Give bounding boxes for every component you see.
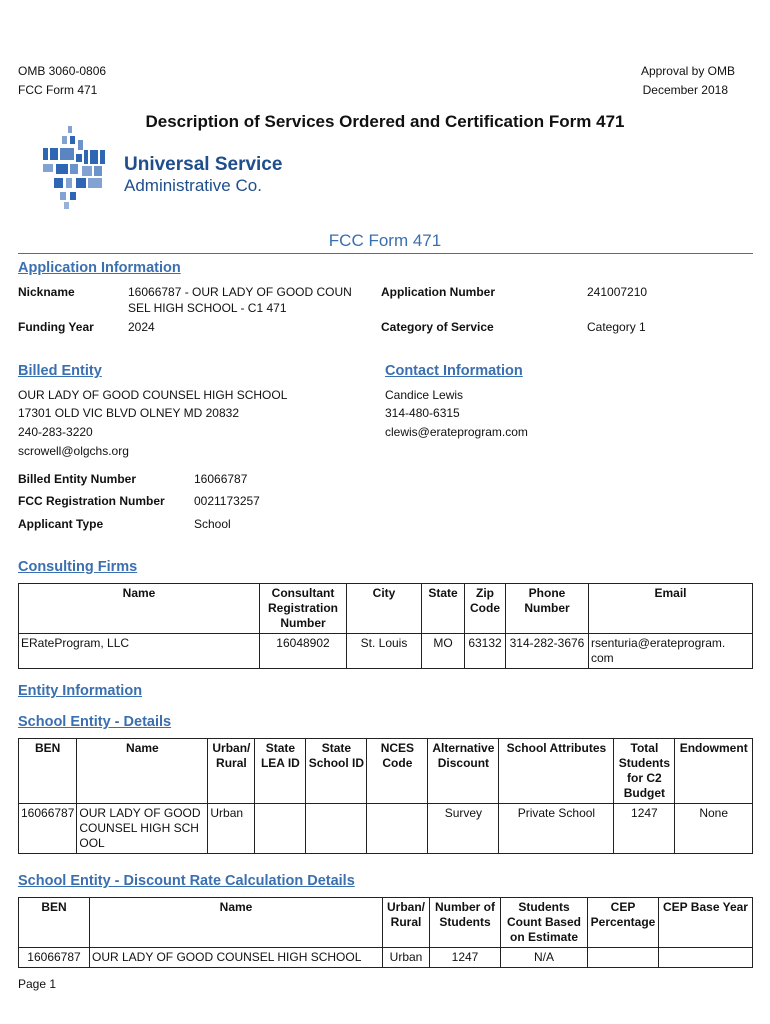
contact-heading: Contact Information <box>385 363 523 379</box>
entity-info-heading: Entity Information <box>18 683 143 699</box>
col-school-id: State School ID <box>306 739 367 804</box>
school-total: 1247 <box>614 804 675 854</box>
col-email: Email <box>589 584 753 634</box>
col-state: State <box>422 584 465 634</box>
col-lea: State LEA ID <box>255 739 306 804</box>
usac-logo-icon <box>40 124 120 214</box>
consultant-email <box>589 634 753 669</box>
col-students: Number of Students <box>430 898 501 948</box>
app-number: 241007210 <box>587 285 648 299</box>
discount-table <box>18 897 753 968</box>
col-urban: Urban/ Rural <box>383 898 430 948</box>
discount-cep <box>588 948 659 968</box>
school-urban: Urban <box>208 804 255 854</box>
usac-logo <box>40 124 290 214</box>
school-details-table <box>18 738 753 854</box>
discount-heading: School Entity - Discount Rate Calculation Details <box>18 873 355 889</box>
discount-ben: 16066787 <box>19 948 90 968</box>
school-id <box>306 804 367 854</box>
table-header-row <box>19 898 753 948</box>
col-endowment: Endowment <box>675 739 753 804</box>
nickname-label: Nickname <box>18 285 75 299</box>
page-number: Page 1 <box>18 977 57 991</box>
form-title: FCC Form 471 <box>328 231 442 250</box>
billed-entity-name: OUR LADY OF GOOD COUNSEL HIGH SCHOOL <box>18 388 288 402</box>
col-ben: BEN <box>19 898 90 948</box>
discount-cep-year <box>659 948 753 968</box>
approval-label: Approval by OMB <box>640 64 735 78</box>
table-row <box>19 948 753 968</box>
col-total: Total Students for C2 Budget <box>614 739 675 804</box>
table-header-row <box>19 739 753 804</box>
col-city: City <box>347 584 422 634</box>
app-number-label: Application Number <box>381 285 496 299</box>
omb-number: OMB 3060-0806 <box>18 64 107 78</box>
category-label: Category of Service <box>381 320 494 334</box>
billed-entity-phone: 240-283-3220 <box>18 425 93 439</box>
school-endowment: None <box>675 804 753 854</box>
billed-entity-address: 17301 OLD VIC BLVD OLNEY MD 20832 <box>18 406 240 420</box>
col-urban: Urban/ Rural <box>208 739 255 804</box>
applicant-type-value: School <box>194 517 231 531</box>
consulting-table <box>18 583 753 669</box>
consultant-city: St. Louis <box>347 634 422 669</box>
col-phone: Phone Number <box>506 584 589 634</box>
table-header-row <box>19 584 753 634</box>
table-row <box>19 634 753 669</box>
school-name: OUR LADY OF GOOD COUNSEL HIGH SCHOOL <box>77 804 208 854</box>
consultant-crn: 16048902 <box>260 634 347 669</box>
col-cep: CEP Percentage <box>588 898 659 948</box>
col-crn: Consultant Registration Number <box>260 584 347 634</box>
approval-date: December 2018 <box>642 83 728 97</box>
contact-name: Candice Lewis <box>385 388 464 402</box>
consultant-email-line1: rsenturia@erateprogram. <box>591 636 726 650</box>
col-name: Name <box>90 898 383 948</box>
ben-value: 16066787 <box>194 472 248 486</box>
contact-email: clewis@erateprogram.com <box>385 425 528 439</box>
funding-year: 2024 <box>128 320 155 334</box>
title-divider <box>18 253 753 254</box>
school-details-heading: School Entity - Details <box>18 714 172 730</box>
nickname-line2: SEL HIGH SCHOOL - C1 471 <box>128 301 287 315</box>
contact-phone: 314-480-6315 <box>385 406 460 420</box>
consultant-name: ERateProgram, LLC <box>19 634 260 669</box>
discount-estimate: N/A <box>501 948 588 968</box>
applicant-type-label: Applicant Type <box>18 517 104 531</box>
consultant-phone: 314-282-3676 <box>506 634 589 669</box>
col-name: Name <box>19 584 260 634</box>
consulting-heading: Consulting Firms <box>18 559 138 575</box>
table-row <box>19 804 753 854</box>
discount-urban: Urban <box>383 948 430 968</box>
form-name: FCC Form 471 <box>18 83 98 97</box>
school-ben: 16066787 <box>19 804 77 854</box>
discount-name: OUR LADY OF GOOD COUNSEL HIGH SCHOOL <box>90 948 383 968</box>
consultant-zip: 63132 <box>465 634 506 669</box>
col-attributes: School Attributes <box>499 739 614 804</box>
school-nces <box>367 804 428 854</box>
fcc-reg-label: FCC Registration Number <box>18 494 165 508</box>
col-zip: Zip Code <box>465 584 506 634</box>
discount-students: 1247 <box>430 948 501 968</box>
col-cep-year: CEP Base Year <box>659 898 753 948</box>
category-value: Category 1 <box>587 320 646 334</box>
school-attributes: Private School <box>499 804 614 854</box>
funding-year-label: Funding Year <box>18 320 94 334</box>
consultant-email-line2: com <box>591 651 614 665</box>
school-alt-discount: Survey <box>428 804 499 854</box>
school-lea <box>255 804 306 854</box>
col-estimate: Students Count Based on Estimate <box>501 898 588 948</box>
col-nces: NCES Code <box>367 739 428 804</box>
col-alt-discount: Alternative Discount <box>428 739 499 804</box>
logo-line1: Universal Service <box>124 154 283 175</box>
billed-entity-heading: Billed Entity <box>18 363 102 379</box>
logo-line2: Administrative Co. <box>124 176 262 195</box>
nickname-line1: 16066787 - OUR LADY OF GOOD COUN <box>128 285 352 299</box>
col-name: Name <box>77 739 208 804</box>
col-ben: BEN <box>19 739 77 804</box>
billed-entity-email: scrowell@olgchs.org <box>18 444 129 458</box>
application-heading: Application Information <box>18 260 181 276</box>
fcc-reg-value: 0021173257 <box>194 494 260 508</box>
ben-label: Billed Entity Number <box>18 472 137 486</box>
consultant-state: MO <box>422 634 465 669</box>
document-title: Description of Services Ordered and Certification Form 471 <box>145 112 625 131</box>
